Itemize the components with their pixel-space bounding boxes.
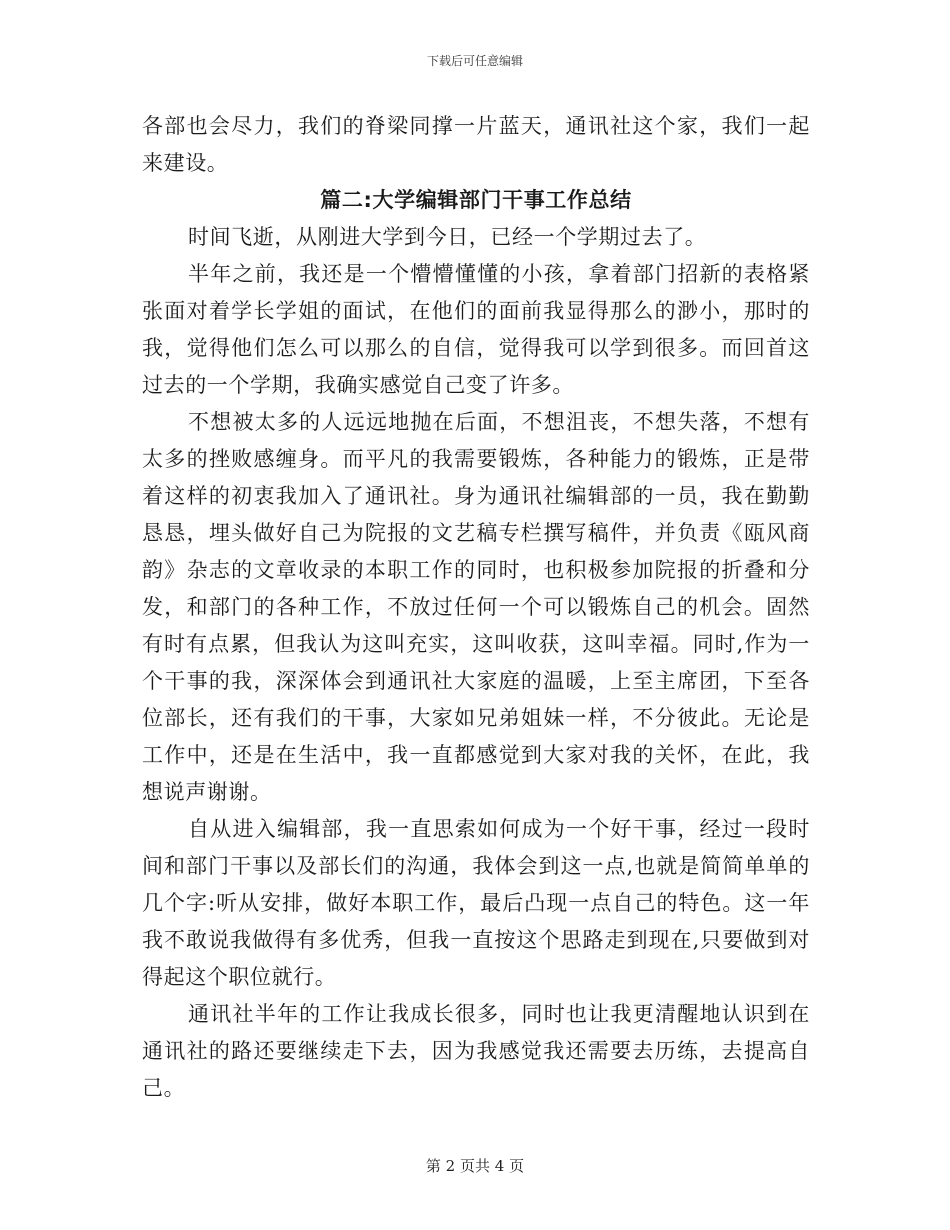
paragraph: 半年之前，我还是一个懵懵懂懂的小孩，拿着部门招新的表格紧张面对着学长学姐的面试，在他们的面前我显得那么的渺小，那时的我，觉得他们怎么可以那么的自信，觉得我可以学到很多。而回首这过去的一个学期，我确实感觉自己变了许多。 (142, 262, 810, 397)
page-header: 下载后可任意编辑 (426, 54, 523, 68)
paragraph-continuation: 各部也会尽力，我们的脊梁同撑一片蓝天，通讯社这个家，我们一起来建设。 (142, 114, 810, 175)
paragraph: 自从进入编辑部，我一直思索如何成为一个好干事，经过一段时间和部门干事以及部长们的沟通，我体会到这一点,也就是简简单单的几个字:听从安排，做好本职工作，最后凸现一点自己的特色。这一年我不敢说我做得有多优秀，但我一直按这个思路走到现在,只要做到对得起这个职位就行。 (142, 817, 810, 989)
document-body (142, 108, 810, 1107)
section-title: 篇二:大学编辑部门干事工作总结 (320, 188, 632, 212)
paragraph: 不想被太多的人远远地抛在后面，不想沮丧，不想失落，不想有太多的挫败感缠身。而平凡的我需要锻炼，各种能力的锻炼，正是带着这样的初衷我加入了通讯社。身为通讯社编辑部的一员，我在勤勤恳恳，埋头做好自己为院报的文艺稿专栏撰写稿件，并负责《瓯风商韵》杂志的文章收录的本职工作的同时，也积极参加院报的折叠和分发，和部门的各种工作，不放过任何一个可以锻炼自己的机会。固然有时有点累，但我认为这叫充实，这叫收获，这叫幸福。同时,作为一个干事的我，深深体会到通讯社大家庭的温暖，上至主席团，下至各位部长，还有我们的干事，大家如兄弟姐妹一样，不分彼此。无论是工作中，还是在生活中，我一直都感觉到大家对我的关怀，在此，我想说声谢谢。 (142, 410, 810, 804)
paragraph: 通讯社半年的工作让我成长很多，同时也让我更清醒地认识到在通讯社的路还要继续走下去，因为我感觉我还需要去历练，去提高自己。 (142, 1002, 810, 1100)
page-number: 第 2 页共 4 页 (425, 1157, 525, 1175)
paragraph: 时间飞逝，从刚进大学到今日，已经一个学期过去了。 (188, 225, 707, 249)
